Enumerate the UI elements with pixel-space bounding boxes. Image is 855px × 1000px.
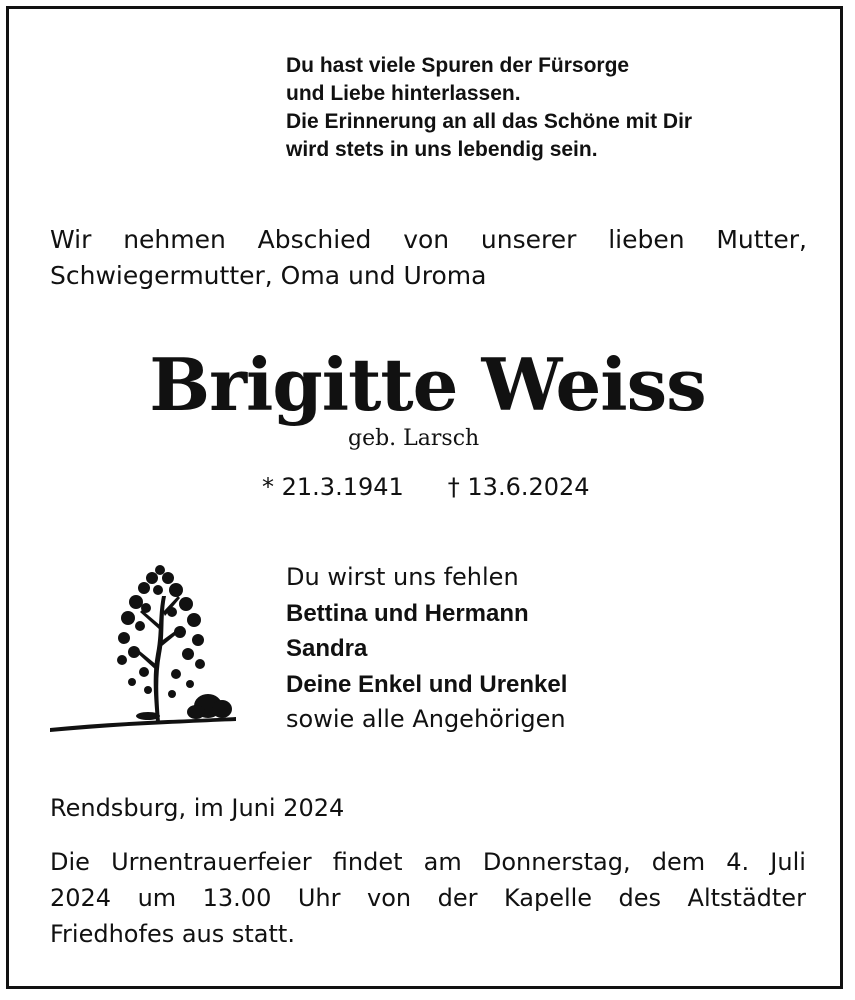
- mourners-name: Deine Enkel und Urenkel: [286, 670, 568, 698]
- verse-line: Du hast viele Spuren der Fürsorge: [286, 54, 630, 77]
- verse-line: und Liebe hinterlassen.: [286, 82, 521, 105]
- ceremony-notice: [50, 844, 806, 952]
- ceremony-word: 4.: [726, 848, 750, 876]
- intro-word: Wir: [50, 225, 92, 254]
- mourners-name: Sandra: [286, 635, 368, 662]
- intro-word: von: [403, 225, 450, 254]
- ceremony-word: findet: [332, 848, 403, 876]
- mourners-name: Bettina und Hermann: [286, 599, 529, 627]
- farewell-intro: [50, 222, 807, 294]
- ceremony-word: Donnerstag,: [482, 848, 631, 876]
- verse-line: wird stets in uns lebendig sein.: [286, 138, 598, 161]
- place-date: Rendsburg, im Juni 2024: [50, 794, 345, 822]
- deceased-name: Brigitte Weiss: [149, 342, 706, 427]
- ceremony-line-1: [50, 844, 806, 880]
- ceremony-line-2: [50, 880, 806, 916]
- intro-line-1: [50, 222, 807, 258]
- ceremony-word: von: [366, 884, 412, 912]
- ceremony-word: Die: [50, 848, 90, 876]
- intro-word: lieben: [608, 225, 685, 254]
- mourners-line: Du wirst uns fehlen: [286, 563, 519, 591]
- maiden-name: geb. Larsch: [348, 426, 480, 451]
- memorial-verse: [286, 52, 806, 164]
- ceremony-word: dem: [651, 848, 706, 876]
- ceremony-word: Urnentrauerfeier: [111, 848, 312, 876]
- ceremony-word: 13.00: [202, 884, 272, 912]
- ceremony-word: der: [437, 884, 478, 912]
- birch-tree-icon: [48, 556, 238, 736]
- intro-word: nehmen: [123, 225, 226, 254]
- ceremony-word: am: [423, 848, 462, 876]
- verse-line: Die Erinnerung an all das Schöne mit Dir: [286, 110, 693, 133]
- birth-date: * 21.3.1941: [262, 473, 404, 501]
- ceremony-word: des: [618, 884, 662, 912]
- intro-word: unserer: [480, 225, 577, 254]
- life-dates: [262, 470, 590, 504]
- ceremony-word: um: [137, 884, 177, 912]
- intro-line-2: Schwiegermutter, Oma und Uroma: [50, 261, 487, 290]
- ceremony-word: 2024: [50, 884, 112, 912]
- death-date: † 13.6.2024: [447, 473, 590, 501]
- ceremony-word: Kapelle: [503, 884, 593, 912]
- intro-word: Abschied: [257, 225, 372, 254]
- intro-word: Mutter,: [716, 225, 807, 254]
- ceremony-word: Altstädter: [687, 884, 806, 912]
- ceremony-word: Juli: [770, 848, 806, 876]
- mourners-list: [286, 560, 567, 738]
- ceremony-line-3: Friedhofes aus statt.: [50, 920, 295, 948]
- ceremony-word: Uhr: [297, 884, 341, 912]
- mourners-line: sowie alle Angehörigen: [286, 705, 566, 733]
